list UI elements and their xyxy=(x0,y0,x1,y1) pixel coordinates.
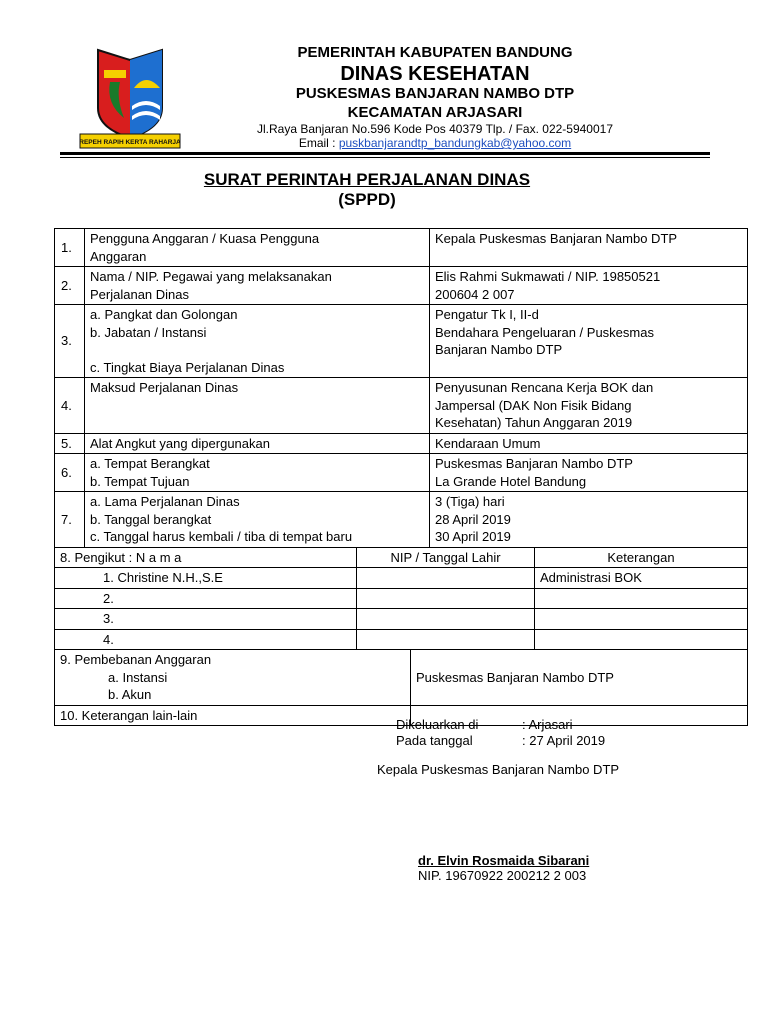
sppd-row xyxy=(55,492,748,548)
anggaran-label: 9. Pembebanan Anggaran xyxy=(60,652,212,667)
value-line: Penyusunan Rencana Kerja BOK dan xyxy=(435,380,654,395)
row-number: 5. xyxy=(55,433,85,454)
document-subtitle: (SPPD) xyxy=(338,190,396,209)
pengikut-nip xyxy=(357,568,535,589)
anggaran-label-cell xyxy=(55,650,411,706)
row-label xyxy=(85,492,430,548)
pengikut-nip xyxy=(357,629,535,650)
sppd-table xyxy=(54,228,748,726)
value-line: Elis Rahmi Sukmawati / NIP. 19850521 xyxy=(435,269,661,284)
sppd-row xyxy=(55,454,748,492)
pengikut-note xyxy=(535,588,748,609)
label-line: c. Tanggal harus kembali / tiba di tempat baru xyxy=(90,529,353,544)
sppd-row xyxy=(55,267,748,305)
anggaran-instansi-label: a. Instansi xyxy=(108,669,168,685)
label-line: a. Tempat Berangkat xyxy=(90,456,210,471)
value-line: Puskesmas Banjaran Nambo DTP xyxy=(435,456,633,471)
row-number: 7. xyxy=(55,492,85,548)
row-label xyxy=(85,305,430,378)
label-line: Alat Angkut yang dipergunakan xyxy=(90,435,270,451)
date-value: : 27 April 2019 xyxy=(522,733,606,748)
row-number: 6. xyxy=(55,454,85,492)
label-line: b. Jabatan / Instansi xyxy=(90,324,207,340)
value-line: Banjaran Nambo DTP xyxy=(435,342,563,357)
keterangan-label: 10. Keterangan lain-lain xyxy=(55,705,411,726)
pengikut-row xyxy=(55,568,748,589)
pengikut-name: 2. xyxy=(55,588,357,609)
signer-name: dr. Elvin Rosmaida Sibarani xyxy=(418,853,590,868)
pengikut-note xyxy=(535,629,748,650)
row-value xyxy=(430,229,748,267)
logo-motto: REPEH RAPIH KERTA RAHARJA xyxy=(79,139,181,146)
pengikut-nip xyxy=(357,609,535,630)
pengikut-row xyxy=(55,588,748,609)
row-label xyxy=(85,229,430,267)
label-line: b. Tempat Tujuan xyxy=(90,473,190,489)
row-value xyxy=(430,305,748,378)
label-line: Nama / NIP. Pegawai yang melaksanakan xyxy=(90,269,332,284)
pengikut-nip xyxy=(357,588,535,609)
sppd-row xyxy=(55,229,748,267)
signer-nip: NIP. 19670922 200212 2 003 xyxy=(418,868,587,883)
value-line: Bendahara Pengeluaran / Puskesmas xyxy=(435,324,654,340)
puskesmas-name: PUSKESMAS BANJARAN NAMBO DTP xyxy=(295,85,575,102)
issued-label: Dikeluarkan di xyxy=(396,717,479,732)
label-line: a. Pangkat dan Golongan xyxy=(90,307,238,322)
row-label xyxy=(85,267,430,305)
value-line: 28 April 2019 xyxy=(435,511,511,527)
header-rule-thick xyxy=(60,152,710,155)
sppd-row xyxy=(55,378,748,434)
email-label: Email : xyxy=(298,136,339,150)
date-label: Pada tanggal xyxy=(396,733,473,748)
government-name: PEMERINTAH KABUPATEN BANDUNG xyxy=(297,44,573,61)
label-line: Anggaran xyxy=(90,248,147,264)
anggaran-row xyxy=(55,650,748,706)
row-value xyxy=(430,454,748,492)
pengikut-name-header: 8. Pengikut : N a m a xyxy=(55,547,357,568)
email-line xyxy=(190,136,680,150)
value-line: Kendaraan Umum xyxy=(435,435,541,451)
row-number: 4. xyxy=(55,378,85,434)
value-line: Kepala Puskesmas Banjaran Nambo DTP xyxy=(435,231,678,246)
pengikut-name: 3. xyxy=(55,609,357,630)
sppd-row xyxy=(55,433,748,454)
pengikut-note: Administrasi BOK xyxy=(535,568,748,589)
anggaran-akun-label: b. Akun xyxy=(108,687,152,702)
value-line: 3 (Tiga) hari xyxy=(435,494,505,509)
document-title: SURAT PERINTAH PERJALANAN DINAS xyxy=(203,170,531,189)
issued-value: : Arjasari xyxy=(522,717,573,732)
value-line: Jampersal (DAK Non Fisik Bidang xyxy=(435,397,632,413)
pengikut-header-row xyxy=(55,547,748,568)
row-number: 3. xyxy=(55,305,85,378)
pengikut-nip-header: NIP / Tanggal Lahir xyxy=(357,547,535,568)
row-value xyxy=(430,378,748,434)
pengikut-row xyxy=(55,629,748,650)
row-number: 2. xyxy=(55,267,85,305)
anggaran-value: Puskesmas Banjaran Nambo DTP xyxy=(411,650,748,706)
label-line: Maksud Perjalanan Dinas xyxy=(90,380,239,395)
value-line: Pengatur Tk I, II-d xyxy=(435,307,539,322)
label-line: b. Tanggal berangkat xyxy=(90,511,212,527)
value-line: La Grande Hotel Bandung xyxy=(435,473,587,489)
address: Jl.Raya Banjaran No.596 Kode Pos 40379 Tlp. / Fax. 022-5940017 xyxy=(256,122,613,136)
row-label xyxy=(85,378,430,434)
kabupaten-bandung-logo xyxy=(76,48,184,150)
value-line: Kesehatan) Tahun Anggaran 2019 xyxy=(435,415,633,430)
signer-position: Kepala Puskesmas Banjaran Nambo DTP xyxy=(377,762,620,777)
email-link[interactable]: puskbanjarandtp_bandungkab@yahoo.com xyxy=(338,136,572,150)
agency-name: DINAS KESEHATAN xyxy=(340,63,530,85)
label-line: Pengguna Anggaran / Kuasa Pengguna xyxy=(90,231,320,246)
pengikut-name: 4. xyxy=(55,629,357,650)
value-line: 30 April 2019 xyxy=(435,529,511,544)
pengikut-name: 1. Christine N.H.,S.E xyxy=(55,568,357,589)
pengikut-note-header: Keterangan xyxy=(535,547,748,568)
district-name: KECAMATAN ARJASARI xyxy=(347,104,523,121)
row-label xyxy=(85,433,430,454)
row-value xyxy=(430,492,748,548)
sppd-row xyxy=(55,305,748,378)
pengikut-row xyxy=(55,609,748,630)
label-line: c. Tingkat Biaya Perjalanan Dinas xyxy=(90,359,285,375)
label-line: a. Lama Perjalanan Dinas xyxy=(90,494,240,509)
label-line xyxy=(90,341,424,359)
header-rule-thin xyxy=(60,157,710,158)
pengikut-note xyxy=(535,609,748,630)
row-value xyxy=(430,267,748,305)
value-line: 200604 2 007 xyxy=(435,286,515,302)
row-label xyxy=(85,454,430,492)
label-line: Perjalanan Dinas xyxy=(90,286,190,302)
row-value xyxy=(430,433,748,454)
row-number: 1. xyxy=(55,229,85,267)
